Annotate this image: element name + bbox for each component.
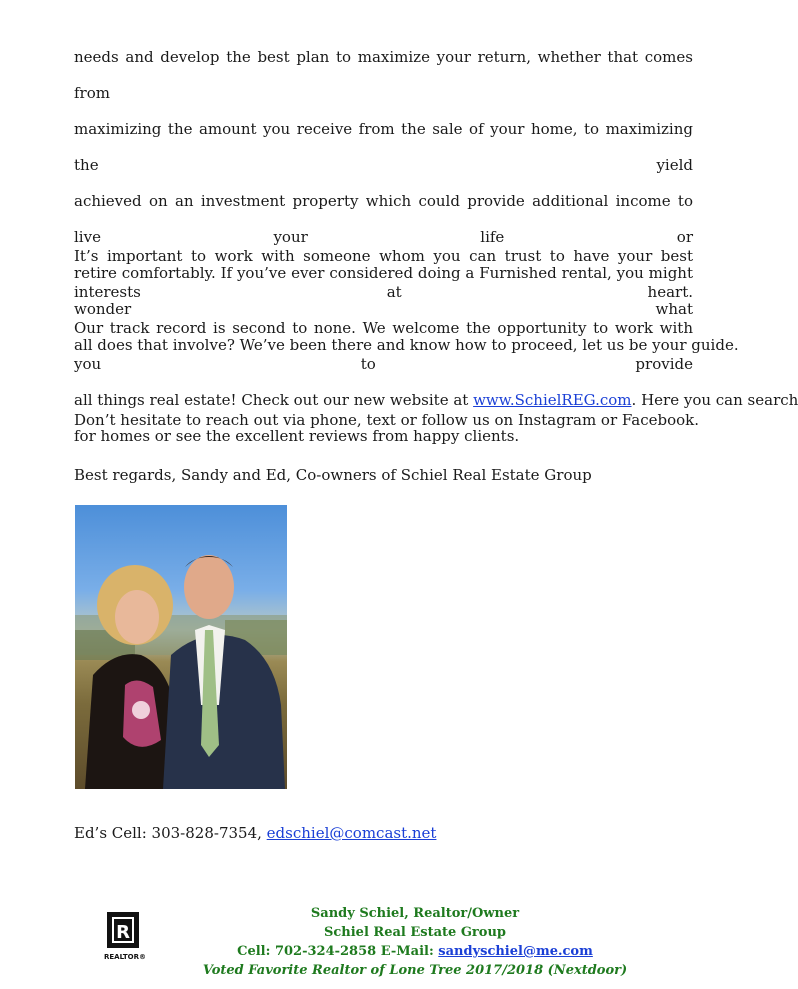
footer-award: Voted Favorite Realtor of Lone Tree 2017/2018 (Nextdoor): [202, 963, 628, 978]
couple-photo: [75, 505, 287, 789]
text-line: [74, 815, 693, 851]
text-line: achieved on an investment property which could provide additional income to live your life or: [74, 192, 693, 246]
website-link[interactable]: www.SchielREG.com: [473, 391, 632, 409]
footer-contact-line: [150, 942, 680, 961]
text-line: needs and develop the best plan to maximize your return, whether that comes from: [74, 48, 693, 102]
text-line-part: all things real estate! Check out our new website at: [74, 391, 474, 409]
footer-email-link[interactable]: sandyschiel@me.com: [438, 944, 593, 959]
text-line: all does that involve? We’ve been there and know how to proceed, let us be your guide.: [74, 336, 739, 354]
ed-email-link[interactable]: edschiel@comcast.net: [266, 824, 437, 842]
text-line-part: . Here you can search: [631, 391, 798, 409]
paragraph-reach-out: [74, 402, 700, 438]
ed-cell-text: Ed’s Cell: 303-828-7354,: [74, 824, 267, 842]
footer-contact-block: [150, 904, 680, 980]
realtor-logo-icon: [103, 910, 147, 962]
footer-name-line: Sandy Schiel, Realtor/Owner: [310, 906, 520, 921]
signoff: [74, 457, 693, 493]
text-line: It’s important to work with someone whom you can trust to have your best interests at heart.: [74, 247, 693, 301]
footer-cell-text: Cell: 702-324-2858 E-Mail:: [237, 944, 439, 959]
text-line: for homes or see the excellent reviews from happy clients.: [74, 427, 520, 445]
text-line: Our track record is second to none. We welcome the opportunity to work with you to provide: [74, 319, 693, 373]
text-line: Don’t hesitate to reach out via phone, text or follow us on Instagram or Facebook.: [74, 411, 700, 429]
photo-illustration: [75, 505, 287, 789]
realtor-logo-letter: R: [116, 922, 130, 943]
footer-company: Schiel Real Estate Group: [323, 925, 506, 940]
text-line: maximizing the amount you receive from the sale of your home, to maximizing the yield: [74, 120, 693, 174]
realtor-logo-text: REALTOR®: [103, 953, 147, 961]
text-line: Best regards, Sandy and Ed, Co-owners of Schiel Real Estate Group: [74, 466, 592, 484]
realtor-logo: [103, 910, 147, 962]
ed-contact-line: [74, 815, 693, 851]
text-line: retire comfortably. If you’ve ever considered doing a Furnished rental, you might wonder what: [74, 264, 693, 318]
